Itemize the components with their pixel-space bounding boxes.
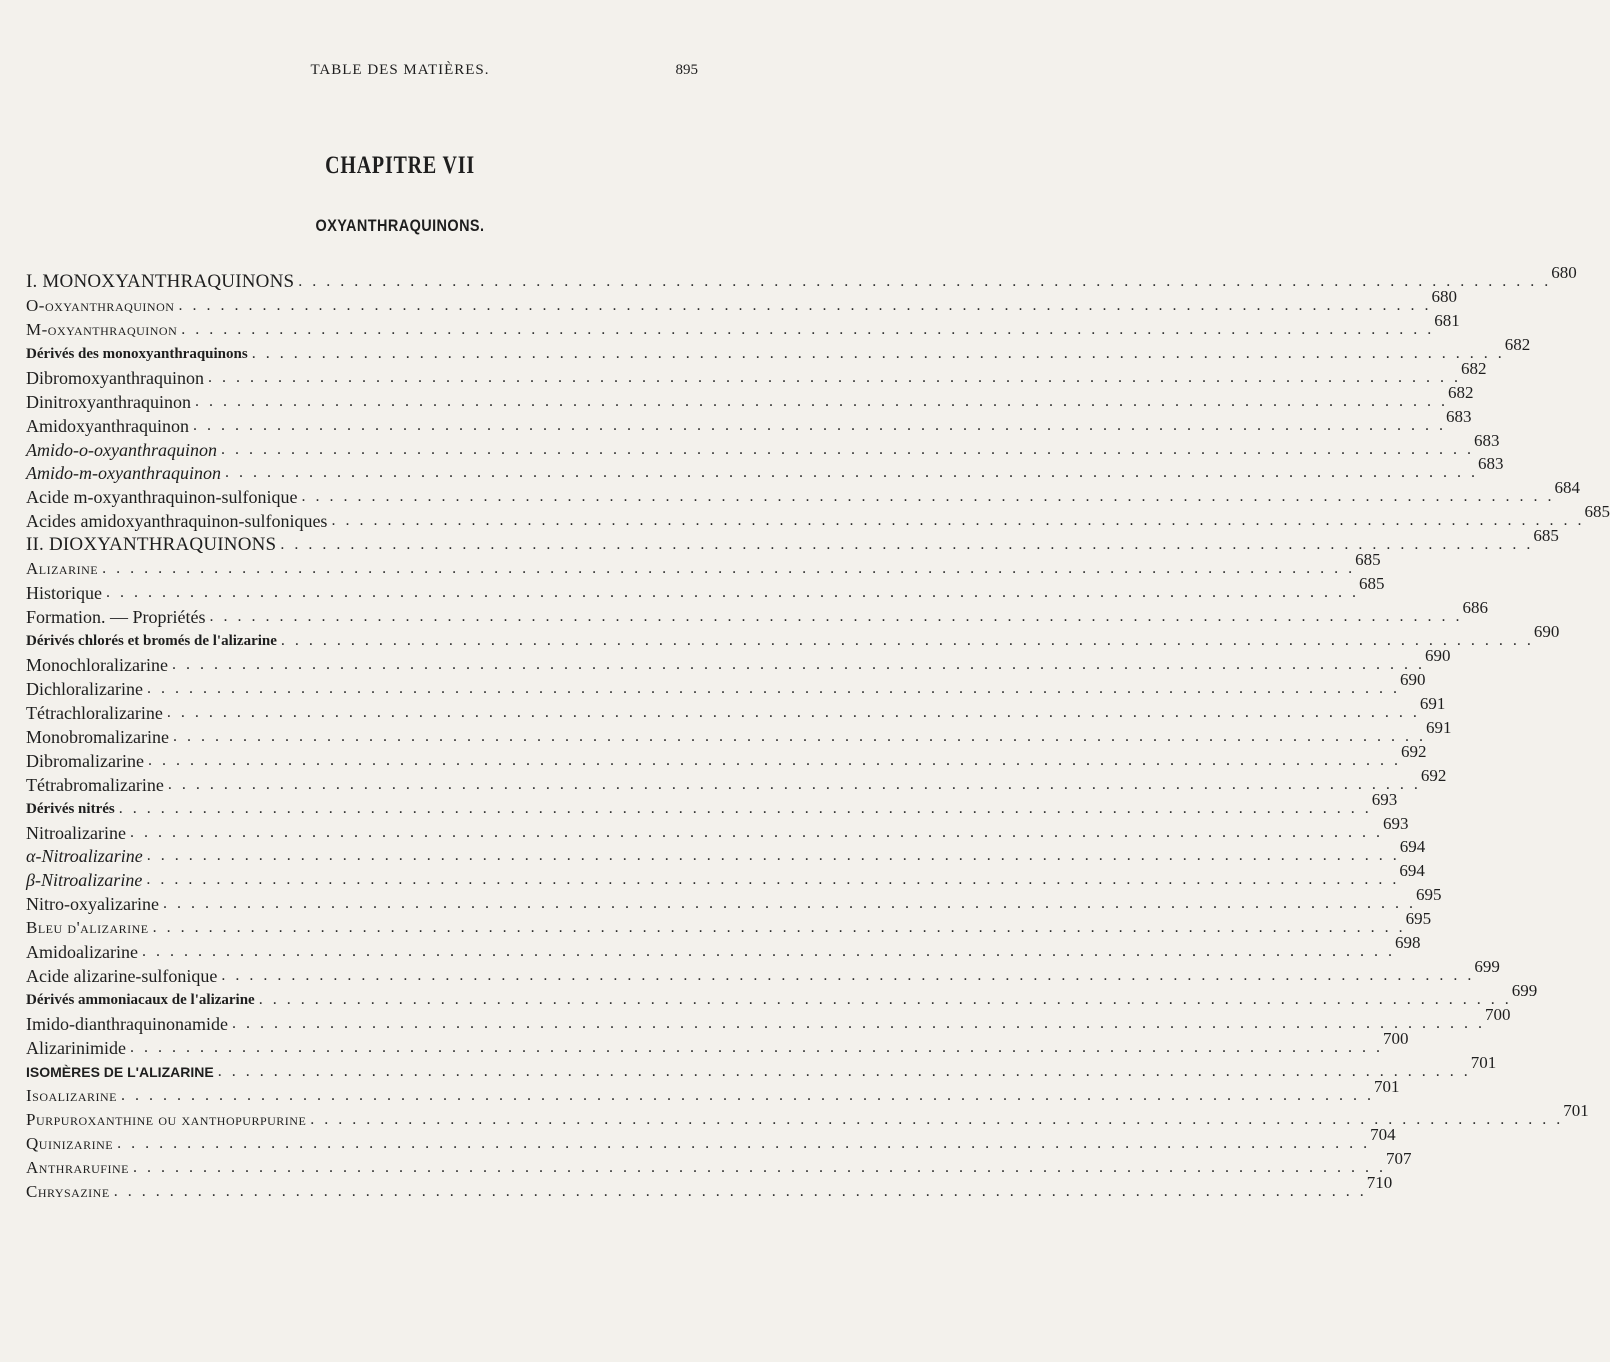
dot-leader: . . . . . . . . . . . . . . . . . . . . . . . . . . . . . . . . . . . . . . . . . . . . . . . . . . . . . . . . . . . . . . . . . . . . . . . . . . . . . . . . . . . . . . . . . . [121, 1086, 1374, 1104]
toc-entry-page: 700 [1484, 1005, 1511, 1024]
toc-entry-page: 704 [1370, 1124, 1396, 1144]
dot-leader: . . . . . . . . . . . . . . . . . . . . . . . . . . . . . . . . . . . . . . . . . . . . . . . . . . . . . . . . . . . . . . . . . . . . . . . . . . . . . . . . . . . . . . . . . . [147, 751, 1401, 769]
toc-entry-page: 699 [1511, 981, 1538, 1001]
dot-leader: . . . . . . . . . . . . . . . . . . . . . . . . . . . . . . . . . . . . . . . . . . . . . . . . . . . . . . . . . . . . . . . . . . . . . . . . . . . . . . . . . . . . . . . . . . [129, 823, 1383, 841]
toc-entry-label: Dichloralizarine [26, 678, 143, 699]
toc-entry-label: Dérivés nitrés [26, 800, 115, 817]
toc-entry [26, 645, 1451, 675]
toc-entry-label: II. DIOXYANTHRAQUINONS [26, 534, 277, 556]
toc-entry [26, 1076, 1400, 1106]
dot-leader: . . . . . . . . . . . . . . . . . . . . . . . . . . . . . . . . . . . . . . . . . . . . . . . . . . . . . . . . . . . . . . . . . . . . . . . . . . . . . . . . . . . . . . . . . . [194, 392, 1448, 410]
dot-leader: . . . . . . . . . . . . . . . . . . . . . . . . . . . . . . . . . . . . . . . . . . . . . . . . . . . . . . . . . . . . . . . . . . . . . . . . . . . . . . . . . . . . . . . . . . [207, 368, 1461, 386]
dot-leader: . . . . . . . . . . . . . . . . . . . . . . . . . . . . . . . . . . . . . . . . . . . . . . . . . . . . . . . . . . . . . . . . . . . . . . . . . . . . . . . . . . . . . . . . . . [192, 416, 1446, 434]
toc-entry-label: Amidoalizarine [26, 942, 138, 963]
toc-entry [26, 502, 1610, 532]
running-title: TABLE DES MATIÈRES. [310, 62, 490, 78]
toc-entry-page: 680 [1431, 286, 1457, 306]
dot-leader: . . . . . . . . . . . . . . . . . . . . . . . . . . . . . . . . . . . . . . . . . . . . . . . . . . . . . . . . . . . . . . . . . . . . . . . . . . . . . . . . . . . . . . . . . . [258, 991, 1512, 1009]
toc-entry-page: 693 [1382, 813, 1409, 833]
toc-entry [26, 598, 1488, 628]
toc-entry-label: Dibromoxyanthraquinon [26, 367, 204, 388]
toc-entry-page: 710 [1366, 1172, 1393, 1192]
toc-entry [26, 262, 1577, 292]
dot-leader: . . . . . . . . . . . . . . . . . . . . . . . . . . . . . . . . . . . . . . . . . . . . . . . . . . . . . . . . . . . . . . . . . . . . . . . . . . . . . . . . . . . . . . . . . . [298, 272, 1552, 290]
toc-entry [26, 741, 1427, 771]
toc-entry [26, 358, 1487, 388]
toc-entry-page: 690 [1533, 622, 1560, 641]
dot-leader: . . . . . . . . . . . . . . . . . . . . . . . . . . . . . . . . . . . . . . . . . . . . . . . . . . . . . . . . . . . . . . . . . . . . . . . . . . . . . . . . . . . . . . . . . . [117, 1134, 1371, 1152]
toc-entry [26, 1028, 1409, 1058]
toc-entry [26, 1005, 1511, 1034]
toc-entry [26, 909, 1432, 938]
toc-entry [26, 286, 1457, 316]
toc-entry-page: 680 [1551, 262, 1577, 282]
toc-entry [26, 861, 1425, 891]
toc-entry-page: 699 [1474, 957, 1500, 977]
dot-leader: . . . . . . . . . . . . . . . . . . . . . . . . . . . . . . . . . . . . . . . . . . . . . . . . . . . . . . . . . . . . . . . . . . . . . . . . . . . . . . . . . . . . . . . . . . [106, 584, 1359, 602]
toc-entry [26, 717, 1452, 747]
dot-leader: . . . . . . . . . . . . . . . . . . . . . . . . . . . . . . . . . . . . . . . . . . . . . . . . . . . . . . . . . . . . . . . . . . . . . . . . . . . . . . . . . . . . . . . . . . [102, 560, 1356, 578]
toc-entry-label: Anthrarufine [26, 1157, 129, 1177]
toc-entry [26, 933, 1421, 963]
toc-entry-page: 694 [1399, 837, 1426, 857]
toc-entry-label: Bleu d'alizarine [26, 918, 149, 938]
dot-leader: . . . . . . . . . . . . . . . . . . . . . . . . . . . . . . . . . . . . . . . . . . . . . . . . . . . . . . . . . . . . . . . . . . . . . . . . . . . . . . . . . . . . . . . . . . [224, 464, 1478, 482]
dot-leader: . . . . . . . . . . . . . . . . . . . . . . . . . . . . . . . . . . . . . . . . . . . . . . . . . . . . . . . . . . . . . . . . . . . . . . . . . . . . . . . . . . . . . . . . . . [181, 320, 1435, 338]
dot-leader: . . . . . . . . . . . . . . . . . . . . . . . . . . . . . . . . . . . . . . . . . . . . . . . . . . . . . . . . . . . . . . . . . . . . . . . . . . . . . . . . . . . . . . . . . . [221, 967, 1475, 985]
table-of-contents [26, 262, 1610, 1202]
dot-leader: . . . . . . . . . . . . . . . . . . . . . . . . . . . . . . . . . . . . . . . . . . . . . . . . . . . . . . . . . . . . . . . . . . . . . . . . . . . . . . . . . . . . . . . . . . [167, 775, 1421, 793]
toc-entry-page: 692 [1420, 765, 1447, 785]
toc-entry-page: 684 [1554, 478, 1580, 498]
toc-entry-page: 690 [1399, 669, 1426, 689]
toc-entry-label: Acides amidoxyanthraquinon-sulfoniques [26, 511, 328, 532]
dot-leader: . . . . . . . . . . . . . . . . . . . . . . . . . . . . . . . . . . . . . . . . . . . . . . . . . . . . . . . . . . . . . . . . . . . . . . . . . . . . . . . . . . . . . . . . . . [280, 632, 1534, 649]
toc-entry-page: 691 [1425, 717, 1452, 737]
toc-entry [26, 430, 1500, 460]
toc-entry-page: 682 [1460, 358, 1487, 378]
dot-leader: . . . . . . . . . . . . . . . . . . . . . . . . . . . . . . . . . . . . . . . . . . . . . . . . . . . . . . . . . . . . . . . . . . . . . . . . . . . . . . . . . . . . . . . . . . [141, 943, 1395, 961]
toc-entry-label: Chrysazine [26, 1181, 110, 1201]
toc-entry-page: 701 [1470, 1052, 1497, 1072]
dot-leader: . . . . . . . . . . . . . . . . . . . . . . . . . . . . . . . . . . . . . . . . . . . . . . . . . . . . . . . . . . . . . . . . . . . . . . . . . . . . . . . . . . . . . . . . . . [280, 536, 1534, 554]
toc-entry [26, 837, 1426, 867]
toc-entry-page: 685 [1584, 502, 1610, 522]
section-title: OXYANTHRAQUINONS. [315, 216, 485, 235]
toc-entry [26, 669, 1426, 699]
toc-entry-label: Dérivés des monoxyanthraquinons [26, 345, 248, 362]
toc-entry [26, 1052, 1497, 1082]
toc-entry [26, 622, 1560, 651]
toc-entry [26, 957, 1500, 987]
toc-entry [26, 478, 1580, 508]
toc-entry-label: Isoalizarine [26, 1085, 117, 1105]
toc-entry-label: M-oxyanthraquinon [26, 319, 178, 339]
dot-leader: . . . . . . . . . . . . . . . . . . . . . . . . . . . . . . . . . . . . . . . . . . . . . . . . . . . . . . . . . . . . . . . . . . . . . . . . . . . . . . . . . . . . . . . . . . [132, 1158, 1386, 1176]
toc-entry [26, 1148, 1412, 1178]
toc-entry-page: 685 [1359, 574, 1385, 594]
toc-entry-page: 707 [1385, 1148, 1412, 1168]
toc-entry-page: 686 [1462, 598, 1488, 618]
dot-leader: . . . . . . . . . . . . . . . . . . . . . . . . . . . . . . . . . . . . . . . . . . . . . . . . . . . . . . . . . . . . . . . . . . . . . . . . . . . . . . . . . . . . . . . . . . [220, 440, 1474, 458]
toc-entry-page: 682 [1504, 334, 1531, 354]
toc-entry [26, 526, 1559, 556]
toc-entry-page: 693 [1371, 789, 1398, 809]
dot-leader: . . . . . . . . . . . . . . . . . . . . . . . . . . . . . . . . . . . . . . . . . . . . . . . . . . . . . . . . . . . . . . . . . . . . . . . . . . . . . . . . . . . . . . . . . . [217, 1062, 1471, 1080]
toc-entry-label: Historique [26, 583, 102, 604]
toc-entry-label: Purpuroxanthine ou xanthopurpurine [26, 1109, 307, 1129]
dot-leader: . . . . . . . . . . . . . . . . . . . . . . . . . . . . . . . . . . . . . . . . . . . . . . . . . . . . . . . . . . . . . . . . . . . . . . . . . . . . . . . . . . . . . . . . . . [146, 871, 1400, 889]
toc-entry-page: 695 [1405, 909, 1432, 929]
toc-entry-label: Acide m-oxyanthraquinon-sulfonique [26, 487, 298, 508]
toc-entry-label: Dibromalizarine [26, 750, 144, 771]
toc-entry-label: Nitroalizarine [26, 822, 126, 843]
toc-entry-page: 685 [1355, 550, 1381, 570]
dot-leader: . . . . . . . . . . . . . . . . . . . . . . . . . . . . . . . . . . . . . . . . . . . . . . . . . . . . . . . . . . . . . . . . . . . . . . . . . . . . . . . . . . . . . . . . . . [152, 919, 1406, 937]
toc-entry [26, 885, 1442, 915]
chapter-title: CHAPITRE VII [325, 152, 475, 179]
toc-entry [26, 334, 1531, 364]
toc-entry-page: 695 [1415, 885, 1442, 905]
toc-entry-page: 691 [1419, 693, 1446, 713]
dot-leader: . . . . . . . . . . . . . . . . . . . . . . . . . . . . . . . . . . . . . . . . . . . . . . . . . . . . . . . . . . . . . . . . . . . . . . . . . . . . . . . . . . . . . . . . . . [113, 1182, 1367, 1200]
dot-leader: . . . . . . . . . . . . . . . . . . . . . . . . . . . . . . . . . . . . . . . . . . . . . . . . . . . . . . . . . . . . . . . . . . . . . . . . . . . . . . . . . . . . . . . . . . [146, 679, 1400, 697]
toc-entry-label: α-Nitroalizarine [26, 846, 143, 867]
toc-entry-page: 701 [1563, 1100, 1589, 1120]
toc-entry-label: Amido-m-oxyanthraquinon [26, 463, 221, 484]
toc-entry-label: Dinitroxyanthraquinon [26, 391, 191, 412]
toc-entry-page: 694 [1399, 861, 1425, 881]
dot-leader: . . . . . . . . . . . . . . . . . . . . . . . . . . . . . . . . . . . . . . . . . . . . . . . . . . . . . . . . . . . . . . . . . . . . . . . . . . . . . . . . . . . . . . . . . . [172, 727, 1426, 745]
toc-entry-label: Acide alizarine-sulfonique [26, 966, 218, 987]
dot-leader: . . . . . . . . . . . . . . . . . . . . . . . . . . . . . . . . . . . . . . . . . . . . . . . . . . . . . . . . . . . . . . . . . . . . . . . . . . . . . . . . . . . . . . . . . . [209, 608, 1463, 626]
toc-entry [26, 789, 1398, 819]
toc-entry-label: Nitro-oxyalizarine [26, 894, 159, 915]
toc-entry [26, 550, 1381, 579]
toc-entry-label: Monobromalizarine [26, 726, 169, 747]
toc-entry-label: I. MONOXYANTHRAQUINONS [26, 270, 295, 292]
dot-leader: . . . . . . . . . . . . . . . . . . . . . . . . . . . . . . . . . . . . . . . . . . . . . . . . . . . . . . . . . . . . . . . . . . . . . . . . . . . . . . . . . . . . . . . . . . [166, 703, 1420, 721]
toc-entry-label: β-Nitroalizarine [26, 870, 143, 891]
toc-entry-label: Imido-dianthraquinonamide [26, 1014, 228, 1034]
toc-entry-page: 685 [1533, 526, 1559, 546]
toc-entry-label: ISOMÈRES DE L'ALIZARINE [26, 1063, 214, 1080]
dot-leader: . . . . . . . . . . . . . . . . . . . . . . . . . . . . . . . . . . . . . . . . . . . . . . . . . . . . . . . . . . . . . . . . . . . . . . . . . . . . . . . . . . . . . . . . . . [310, 1110, 1564, 1128]
page-number: 895 [675, 62, 698, 78]
toc-entry-label: Alizarinimide [26, 1037, 126, 1058]
toc-entry-label: Dérivés ammoniacaux de l'alizarine [26, 992, 255, 1009]
toc-entry [26, 574, 1385, 604]
toc-entry-page: 701 [1374, 1076, 1400, 1096]
toc-entry-label: Alizarine [26, 559, 99, 579]
toc-entry-label: Quinizarine [26, 1133, 114, 1153]
toc-entry [26, 765, 1447, 795]
dot-leader: . . . . . . . . . . . . . . . . . . . . . . . . . . . . . . . . . . . . . . . . . . . . . . . . . . . . . . . . . . . . . . . . . . . . . . . . . . . . . . . . . . . . . . . . . . [129, 1038, 1383, 1056]
toc-entry-label: Amido-o-oxyanthraquinon [26, 439, 217, 460]
toc-entry-page: 681 [1434, 310, 1460, 330]
toc-entry-label: Dérivés chlorés et bromés de l'alizarine [26, 633, 277, 649]
dot-leader: . . . . . . . . . . . . . . . . . . . . . . . . . . . . . . . . . . . . . . . . . . . . . . . . . . . . . . . . . . . . . . . . . . . . . . . . . . . . . . . . . . . . . . . . . . [331, 512, 1585, 530]
dot-leader: . . . . . . . . . . . . . . . . . . . . . . . . . . . . . . . . . . . . . . . . . . . . . . . . . . . . . . . . . . . . . . . . . . . . . . . . . . . . . . . . . . . . . . . . . . [231, 1015, 1485, 1032]
dot-leader: . . . . . . . . . . . . . . . . . . . . . . . . . . . . . . . . . . . . . . . . . . . . . . . . . . . . . . . . . . . . . . . . . . . . . . . . . . . . . . . . . . . . . . . . . . [301, 488, 1555, 506]
dot-leader: . . . . . . . . . . . . . . . . . . . . . . . . . . . . . . . . . . . . . . . . . . . . . . . . . . . . . . . . . . . . . . . . . . . . . . . . . . . . . . . . . . . . . . . . . . [162, 895, 1416, 913]
dot-leader: . . . . . . . . . . . . . . . . . . . . . . . . . . . . . . . . . . . . . . . . . . . . . . . . . . . . . . . . . . . . . . . . . . . . . . . . . . . . . . . . . . . . . . . . . . [118, 799, 1372, 817]
running-head [0, 62, 800, 86]
toc-entry [26, 1172, 1393, 1202]
toc-entry-label: Monochloralizarine [26, 654, 168, 675]
toc-entry [26, 981, 1538, 1010]
toc-entry-page: 682 [1447, 382, 1474, 402]
toc-entry-page: 690 [1424, 645, 1451, 665]
toc-entry [26, 406, 1472, 436]
dot-leader: . . . . . . . . . . . . . . . . . . . . . . . . . . . . . . . . . . . . . . . . . . . . . . . . . . . . . . . . . . . . . . . . . . . . . . . . . . . . . . . . . . . . . . . . . . [251, 344, 1505, 362]
toc-entry-label: Formation. — Propriétés [26, 607, 206, 628]
toc-entry-page: 683 [1445, 406, 1472, 426]
toc-entry [26, 310, 1460, 340]
toc-entry-page: 683 [1477, 454, 1504, 474]
toc-entry-page: 683 [1473, 430, 1500, 450]
dot-leader: . . . . . . . . . . . . . . . . . . . . . . . . . . . . . . . . . . . . . . . . . . . . . . . . . . . . . . . . . . . . . . . . . . . . . . . . . . . . . . . . . . . . . . . . . . [146, 847, 1400, 865]
toc-entry [26, 454, 1504, 484]
toc-entry [26, 382, 1474, 412]
toc-entry [26, 693, 1446, 723]
toc-entry-label: Tétrabromalizarine [26, 774, 164, 795]
toc-entry [26, 1124, 1396, 1154]
toc-entry-label: Tétrachloralizarine [26, 702, 163, 723]
dot-leader: . . . . . . . . . . . . . . . . . . . . . . . . . . . . . . . . . . . . . . . . . . . . . . . . . . . . . . . . . . . . . . . . . . . . . . . . . . . . . . . . . . . . . . . . . . [178, 296, 1432, 314]
toc-entry-page: 692 [1400, 741, 1427, 761]
toc-entry [26, 813, 1409, 843]
toc-entry-page: 700 [1382, 1028, 1409, 1048]
dot-leader: . . . . . . . . . . . . . . . . . . . . . . . . . . . . . . . . . . . . . . . . . . . . . . . . . . . . . . . . . . . . . . . . . . . . . . . . . . . . . . . . . . . . . . . . . . [171, 655, 1425, 673]
toc-entry-label: O-oxyanthraquinon [26, 295, 175, 315]
toc-entry-label: Amidoxyanthraquinon [26, 415, 189, 436]
toc-entry-page: 698 [1394, 933, 1421, 953]
toc-entry [26, 1100, 1589, 1130]
